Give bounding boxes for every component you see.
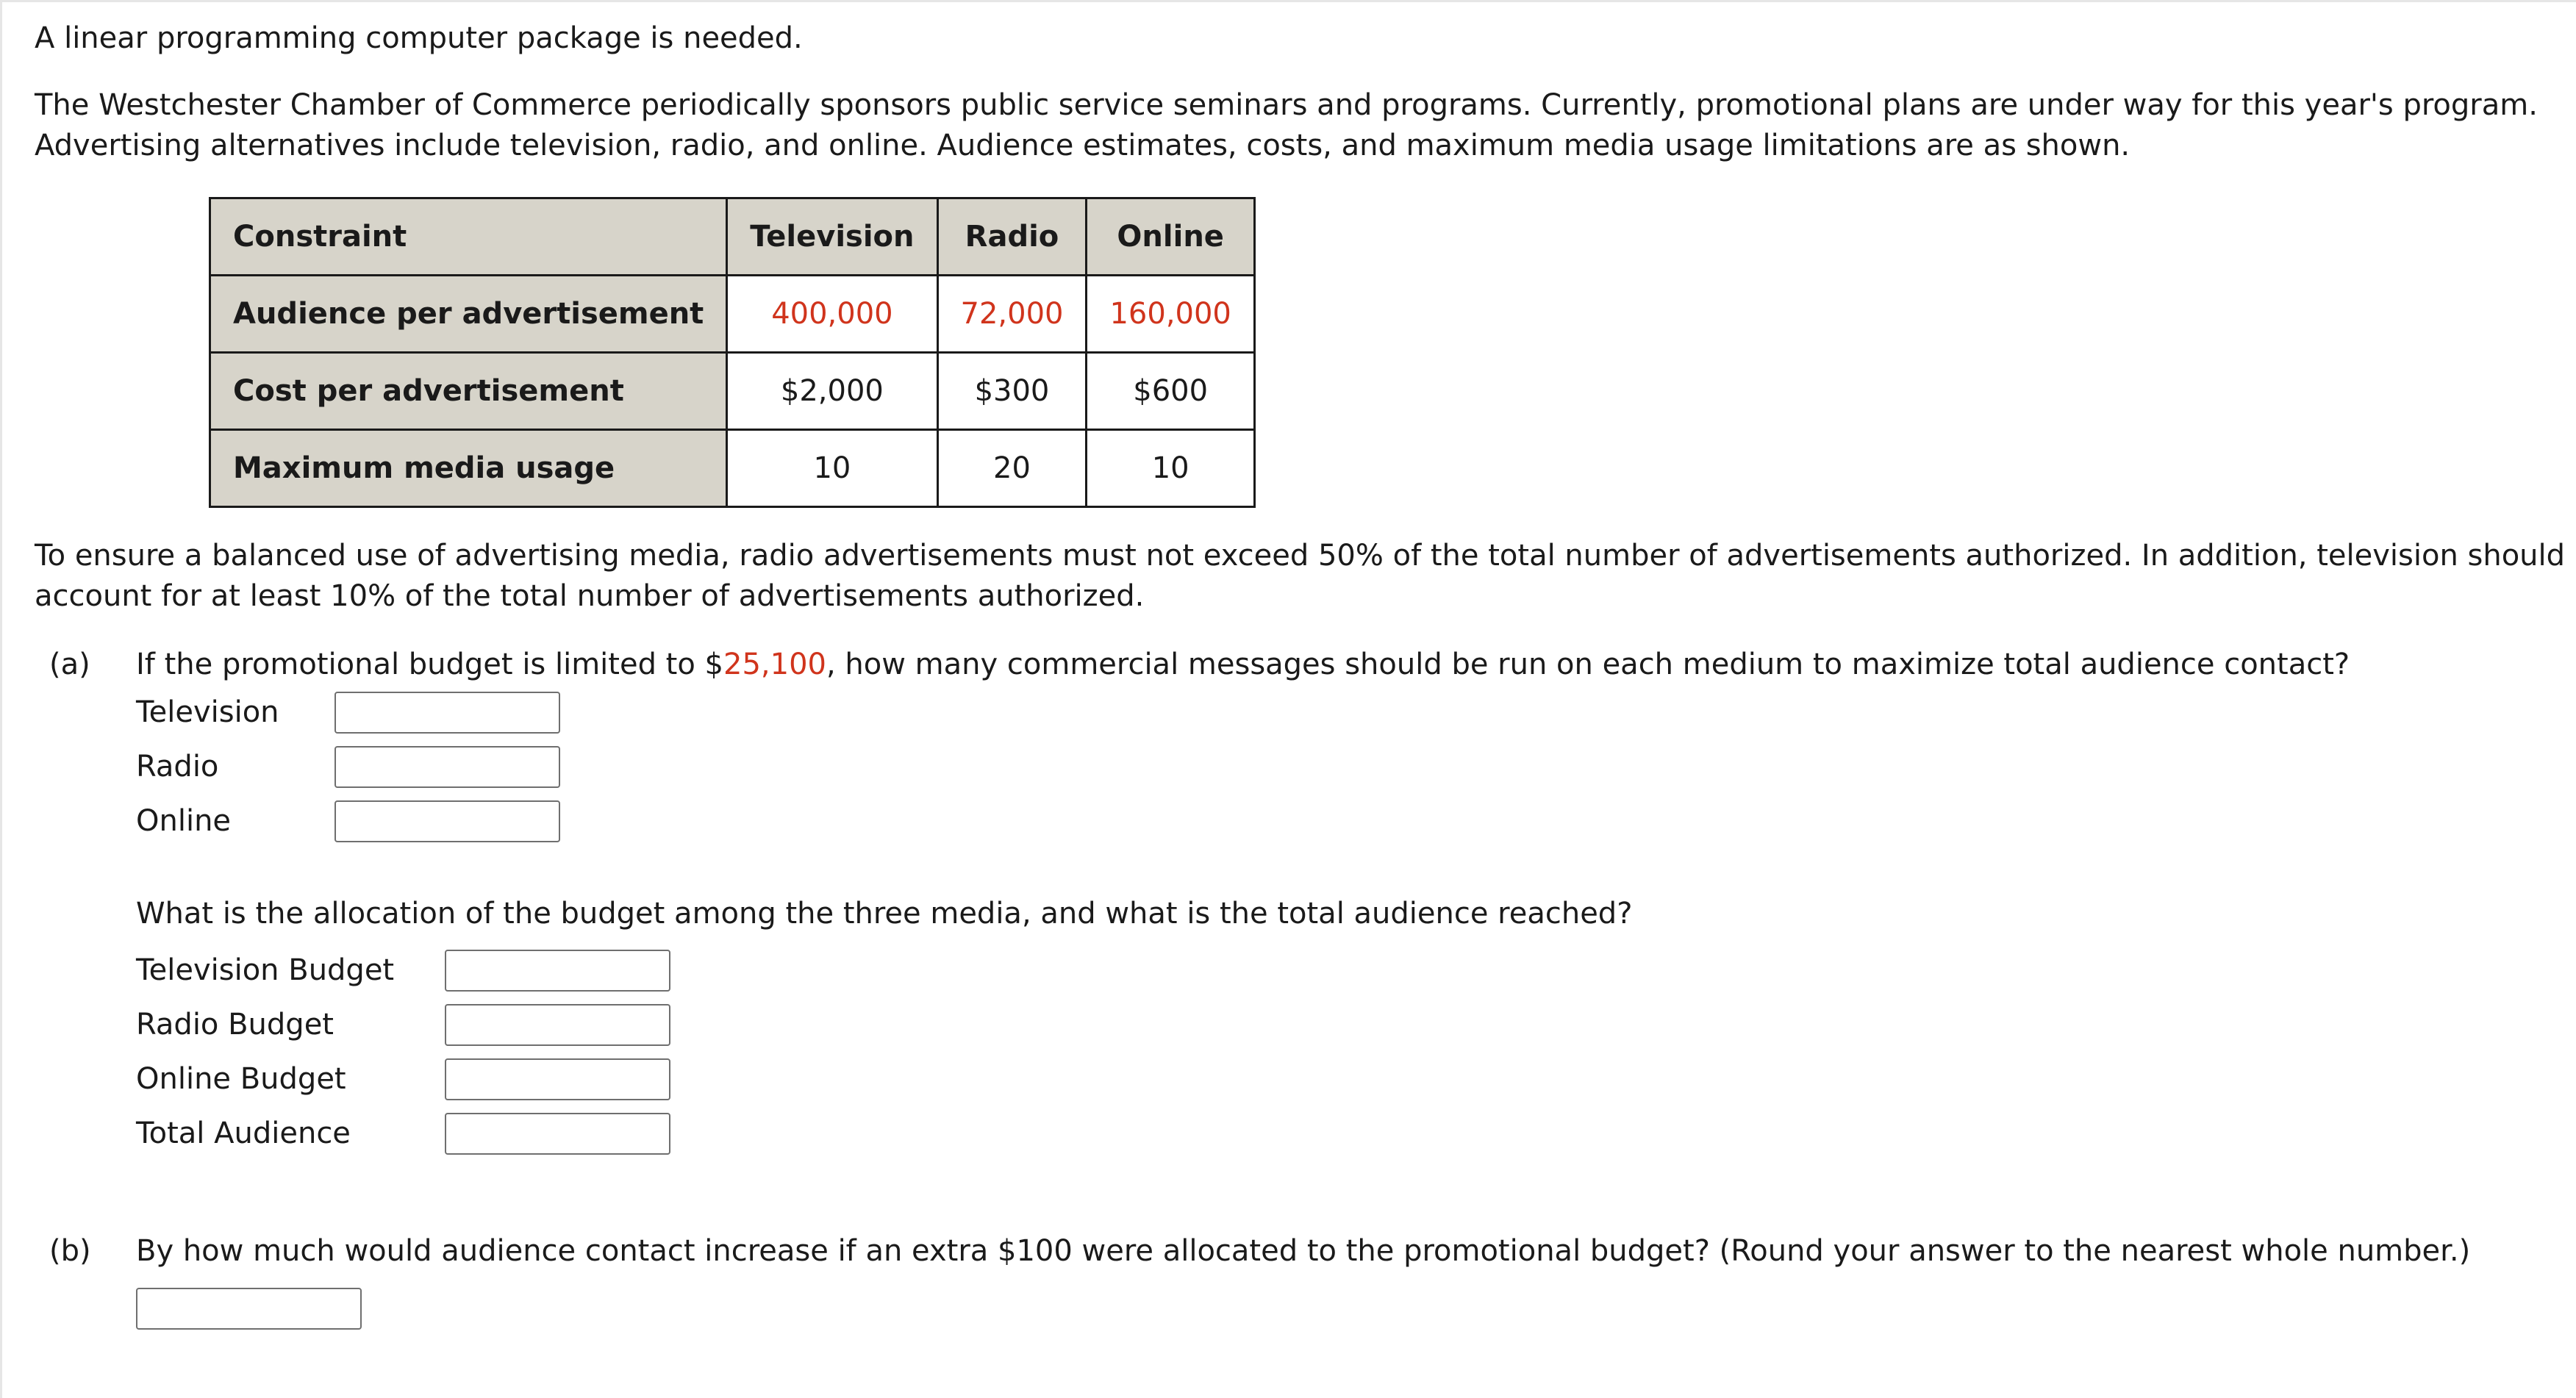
table-row	[210, 276, 1255, 353]
part-b-question-text: By how much would audience contact increase if an extra $100 were allocated to the promotional budget? (Round your answer to the nearest whole number.)	[136, 1234, 2471, 1268]
field-row-radio-budget	[136, 997, 2576, 1052]
description-line-1: The Westchester Chamber of Commerce periodically sponsors public service seminars and programs. Currently, promotional plans are under way for this year's program.	[35, 88, 2538, 122]
label-television-budget: Television Budget	[136, 953, 395, 987]
part-a	[35, 645, 2576, 1161]
header-television: Television	[727, 198, 937, 276]
part-a-question-text	[136, 645, 2350, 685]
online-budget-input[interactable]	[445, 1058, 670, 1100]
cell-audience-radio: 72,000	[937, 276, 1087, 353]
table-header-row	[210, 198, 1255, 276]
field-row-online	[136, 794, 2576, 848]
part-a-question-prefix: If the promotional budget is limited to $	[136, 648, 724, 681]
part-a-letter: (a)	[49, 648, 90, 681]
intro-text: A linear programming computer package is needed.	[35, 21, 803, 55]
balance-constraints-text	[35, 536, 2576, 617]
budget-fields	[136, 943, 2576, 1161]
label-television: Television	[136, 695, 279, 729]
television-count-input[interactable]	[334, 692, 560, 734]
row-label-max-usage: Maximum media usage	[210, 430, 727, 507]
part-b-letter: (b)	[49, 1234, 91, 1268]
television-budget-input[interactable]	[445, 950, 670, 992]
cell-max-television: 10	[727, 430, 937, 507]
label-radio: Radio	[136, 750, 219, 784]
cell-cost-radio: $300	[937, 353, 1087, 430]
radio-budget-input[interactable]	[445, 1004, 670, 1046]
field-row-radio	[136, 739, 2576, 794]
header-radio: Radio	[937, 198, 1087, 276]
cell-audience-television: 400,000	[727, 276, 937, 353]
label-online-budget: Online Budget	[136, 1062, 346, 1096]
media-table-wrapper	[209, 197, 2576, 508]
header-online: Online	[1087, 198, 1254, 276]
part-b	[35, 1231, 2576, 1330]
field-row-online-budget	[136, 1052, 2576, 1106]
table-row	[210, 353, 1255, 430]
online-count-input[interactable]	[334, 800, 560, 842]
budget-value: 25,100	[723, 648, 826, 681]
balance-line-1: To ensure a balanced use of advertising media, radio advertisements must not exceed 50% of the total number of advertisements authorized. In addition, television should	[35, 539, 2566, 573]
cell-max-online: 10	[1087, 430, 1254, 507]
field-row-television-budget	[136, 943, 2576, 997]
part-a-question-suffix: , how many commercial messages should be run on each medium to maximize total audience contact?	[826, 648, 2350, 681]
cell-cost-television: $2,000	[727, 353, 937, 430]
table-row	[210, 430, 1255, 507]
label-total-audience: Total Audience	[136, 1116, 351, 1150]
label-radio-budget: Radio Budget	[136, 1008, 334, 1042]
part-a-question	[35, 645, 2576, 685]
field-row-total-audience	[136, 1106, 2576, 1161]
label-online: Online	[136, 804, 232, 838]
ad-count-fields	[136, 685, 2576, 848]
allocation-question: What is the allocation of the budget among the three media, and what is the total audience reached?	[136, 897, 1633, 931]
radio-count-input[interactable]	[334, 746, 560, 788]
header-constraint: Constraint	[210, 198, 727, 276]
media-table	[209, 197, 1256, 508]
description-line-2: Advertising alternatives include television, radio, and online. Audience estimates, costs, and maximum media usage limitations are as shown.	[35, 129, 2130, 162]
problem-description	[35, 85, 2576, 166]
cell-max-radio: 20	[937, 430, 1087, 507]
field-row-television	[136, 685, 2576, 739]
total-audience-input[interactable]	[445, 1113, 670, 1155]
row-label-cost: Cost per advertisement	[210, 353, 727, 430]
balance-line-2: account for at least 10% of the total number of advertisements authorized.	[35, 579, 1145, 613]
cell-audience-online: 160,000	[1087, 276, 1254, 353]
part-b-question	[35, 1231, 2576, 1272]
cell-cost-online: $600	[1087, 353, 1254, 430]
row-label-audience: Audience per advertisement	[210, 276, 727, 353]
audience-increase-input[interactable]	[136, 1288, 362, 1330]
